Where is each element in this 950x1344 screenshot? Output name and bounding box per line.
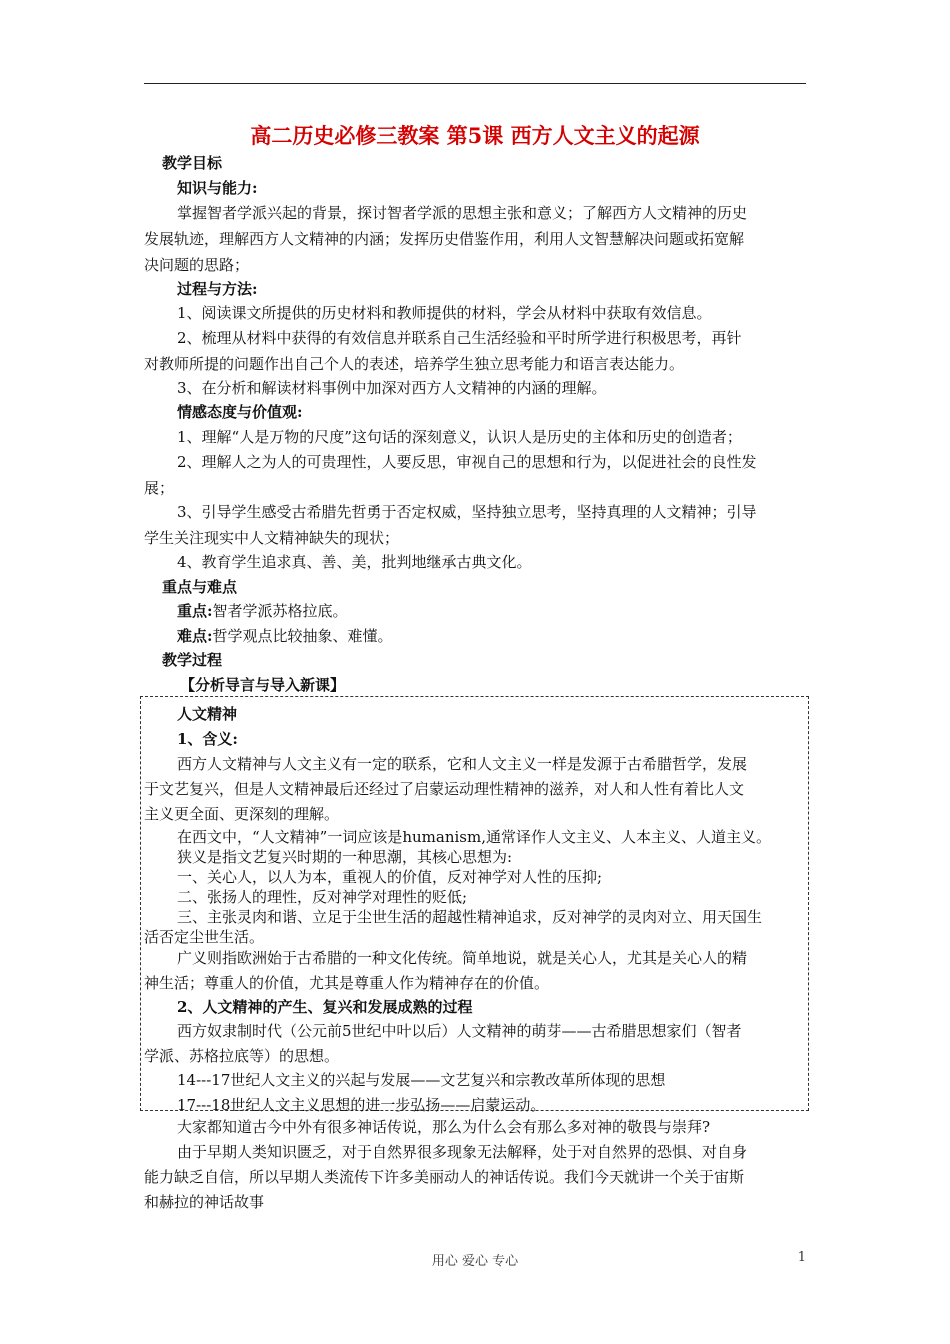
box-line: 二、张扬人的理性，反对神学对理性的贬低; xyxy=(177,888,468,906)
knowledge-line: 决问题的思路； xyxy=(144,256,250,274)
box-line: 主义更全面、更深刻的理解。 xyxy=(144,805,340,823)
box-line: 广义则指欧洲始于古希腊的一种文化传统。简单地说，就是关心人，尤其是关心人的精 xyxy=(177,949,748,967)
section-objectives: 教学目标 xyxy=(162,154,223,172)
box-heading: 人文精神 xyxy=(177,705,238,723)
box-line: 在西文中，“人文精神”一词应该是humanism,通常译作人文主义、人本主义、人道主义。 xyxy=(177,828,771,846)
key-text: 智者学派苏格拉底。 xyxy=(212,602,348,620)
box-line: 14---17世纪人文主义的兴起与发展——文艺复兴和宗教改革所体现的思想 xyxy=(177,1071,666,1089)
body-line: 大家都知道古今中外有很多神话传说，那么为什么会有那么多对神的敬畏与崇拜? xyxy=(177,1118,711,1136)
header-rule xyxy=(144,83,806,84)
body-line: 由于早期人类知识匮乏，对于自然界很多现象无法解释，处于对自然界的恐惧、对自身 xyxy=(177,1143,748,1161)
box-line: 西方奴隶制时代（公元前5世纪中叶以后）人文精神的萌芽——古希腊思想家们（智者 xyxy=(177,1022,742,1040)
box-subheading: 2、人文精神的产生、复兴和发展成熟的过程 xyxy=(177,998,473,1016)
page-title: 高二历史必修三教案 第5课 西方人文主义的起源 xyxy=(250,123,700,148)
section-keypoints: 重点与难点 xyxy=(162,578,238,596)
process-item: 2、梳理从材料中获得的有效信息并联系自己生活经验和平时所学进行积极思考，再针 xyxy=(177,329,742,347)
page-number: 1 xyxy=(797,1250,806,1265)
knowledge-heading: 知识与能力: xyxy=(177,179,258,197)
process-item: 3、在分析和解读材料事例中加深对西方人文精神的内涵的理解。 xyxy=(177,379,607,397)
body-line: 和赫拉的神话故事 xyxy=(144,1193,265,1211)
key-point xyxy=(177,601,839,621)
section-process: 教学过程 xyxy=(162,651,223,669)
emotion-item: 2、理解人之为人的可贵理性，人要反思，审视自己的思想和行为，以促进社会的良性发 xyxy=(177,453,757,471)
box-line: 狭义是指文艺复兴时期的一种思潮，其核心思想为: xyxy=(177,848,513,866)
box-line: 学派、苏格拉底等）的思想。 xyxy=(144,1047,340,1065)
knowledge-line: 发展轨迹，理解西方人文精神的内涵；发挥历史借鉴作用，利用人文智慧解决问题或拓宽解 xyxy=(144,230,745,248)
footer-text: 用心 爱心 专心 xyxy=(431,1254,519,1269)
emotion-item: 4、教育学生追求真、善、美，批判地继承古典文化。 xyxy=(177,553,532,571)
emotion-heading: 情感态度与价值观: xyxy=(177,403,303,421)
box-line: 神生活；尊重人的价值，尤其是尊重人作为精神存在的价值。 xyxy=(144,974,550,992)
key-label: 重点: xyxy=(177,602,213,620)
emotion-item: 展； xyxy=(144,479,175,497)
box-line: 活否定尘世生活。 xyxy=(144,928,265,946)
box-subheading: 1、含义: xyxy=(177,730,238,748)
difficult-point xyxy=(177,626,839,646)
process-item: 对教师所提的问题作出自己个人的表述，培养学生独立思考能力和语言表达能力。 xyxy=(144,355,685,373)
difficult-text: 哲学观点比较抽象、难懂。 xyxy=(212,627,393,645)
box-line: 一、关心人，以人为本，重视人的价值，反对神学对人性的压抑; xyxy=(177,868,603,886)
box-line: 三、主张灵肉和谐、立足于尘世生活的超越性精神追求，反对神学的灵肉对立、用天国生 xyxy=(177,908,763,926)
process-item: 1、阅读课文所提供的历史材料和教师提供的材料，学会从材料中获取有效信息。 xyxy=(177,304,712,322)
intro-heading: 【分析导言与导入新课】 xyxy=(180,676,346,694)
knowledge-line: 掌握智者学派兴起的背景，探讨智者学派的思想主张和意义；了解西方人文精神的历史 xyxy=(177,204,748,222)
box-line: 于文艺复兴，但是人文精神最后还经过了启蒙运动理性精神的滋养，对人和人性有着比人文 xyxy=(144,780,745,798)
emotion-item: 1、理解“人是万物的尺度”这句话的深刻意义，认识人是历史的主体和历史的创造者； xyxy=(177,428,742,446)
box-line: 西方人文精神与人文主义有一定的联系，它和人文主义一样是发源于古希腊哲学，发展 xyxy=(177,755,748,773)
box-line: 17---18世纪人文主义思想的进一步弘扬——启蒙运动。 xyxy=(177,1096,546,1114)
emotion-item: 3、引导学生感受古希腊先哲勇于否定权威，坚持独立思考，坚持真理的人文精神；引导 xyxy=(177,503,757,521)
body-line: 能力缺乏自信，所以早期人类流传下许多美丽动人的神话传说。我们今天就讲一个关于宙斯 xyxy=(144,1168,745,1186)
page-footer xyxy=(144,1250,806,1270)
difficult-label: 难点: xyxy=(177,627,213,645)
emotion-item: 学生关注现实中人文精神缺失的现状； xyxy=(144,529,400,547)
process-heading: 过程与方法: xyxy=(177,280,258,298)
